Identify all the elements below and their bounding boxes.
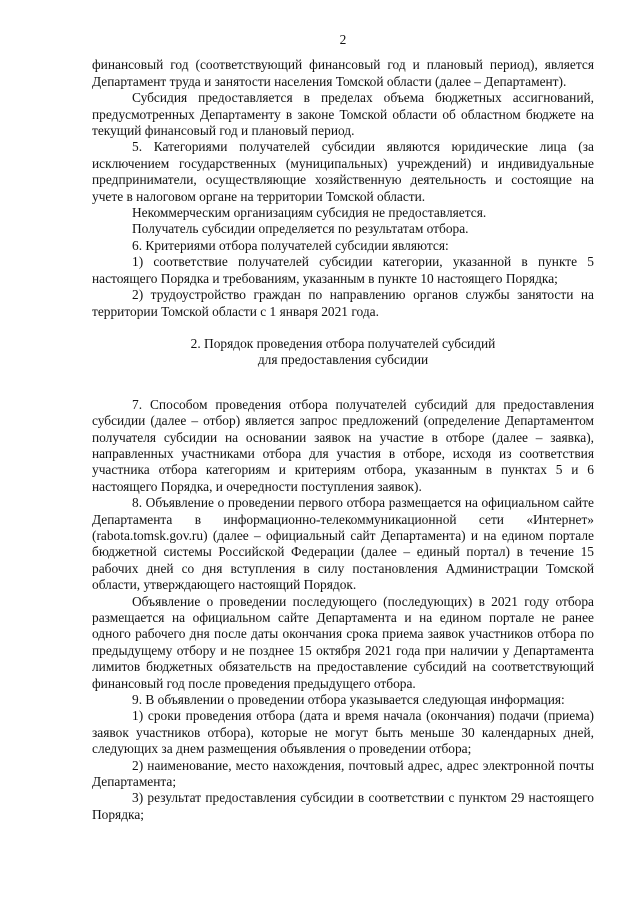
- paragraph-item-9-1: 1) сроки проведения отбора (дата и время начала (окончания) подачи (приема) заявок участников отбора), которые не могут быть меньше 30 календарных дней, следующих за днем размещения объявления о проведении отбора;: [92, 708, 594, 757]
- paragraph-item-5: 5. Категориями получателей субсидии являются юридические лица (за исключением государственных (муниципальных) учреждений) и индивидуальные предприниматели, осуществляющие хозяйственную деятельность и состоящие на учете в налоговом органе на территории Томской области.: [92, 139, 594, 204]
- section-heading-line-1: 2. Порядок проведения отбора получателей субсидий: [190, 335, 496, 351]
- paragraph-subsequent-selection: Объявление о проведении последующего (последующих) в 2021 году отбора размещается на официальном сайте Департамента и на едином портале не ранее одного рабочего дня после даты окончания срока приема заявок участников отбора по предыдущему отбору и не позднее 15 октября 2021 года при наличии у Департамента лимитов бюджетных обязательств на предоставление субсидий на соответствующий финансовый год после проведения предыдущего отбора.: [92, 593, 594, 691]
- paragraph-item-9-2: 2) наименование, место нахождения, почтовый адрес, адрес электронной почты Департамента;: [92, 757, 594, 790]
- paragraph-item-6-1: 1) соответствие получателей субсидии категории, указанной в пункте 5 настоящего Порядка и требованиям, указанным в пункте 10 настоящего Порядка;: [92, 254, 594, 286]
- paragraph-item-6-2: 2) трудоустройство граждан по направлению органов службы занятости на территории Томской области с 1 января 2021 года.: [92, 287, 594, 319]
- paragraph-item-9-3: 3) результат предоставления субсидии в соответствии с пунктом 29 настоящего Порядка;: [92, 790, 594, 822]
- paragraph-subsidy-limits: Субсидия предоставляется в пределах объема бюджетных ассигнований, предусмотренных Департаменту в законе Томской области об областном бюджете на текущий финансовый год и плановый период.: [92, 90, 594, 139]
- paragraph-continuation: финансовый год (соответствующий финансовый год и плановый период), является Департамент труда и занятости населения Томской области (далее – Департамент).: [92, 57, 594, 89]
- paragraph-item-6: 6. Критериями отбора получателей субсидии являются:: [132, 237, 449, 253]
- page-number: 2: [339, 32, 347, 47]
- paragraph-recipient-selection: Получатель субсидии определяется по результатам отбора.: [132, 221, 469, 237]
- paragraph-item-8: 8. Объявление о проведении первого отбора размещается на официальном сайте Департамента в информационно-телекоммуникационной сети «Интернет» (rabota.tomsk.gov.ru) (далее – официальный сайт Департамента) и на едином портале бюджетной системы Российской Федерации (далее – единый портал) в течение 15 рабочих дней со дня вступления в силу постановления Администрации Томской области, утверждающего настоящий Порядок.: [92, 495, 594, 593]
- paragraph-item-7: 7. Способом проведения отбора получателей субсидий для предоставления субсидии (далее – отбор) является запрос предложений (определение Департаментом получателя субсидии на основании заявок на участие в отборе (далее – заявка), направленных участниками отбора для участия в отборе, исходя из соответствия участника отбора категориям и критериям отбора, указанным в пунктах 5 и 6 настоящего Порядка, и очередности поступления заявок).: [92, 396, 594, 494]
- section-heading-line-2: для предоставления субсидии: [257, 352, 429, 368]
- paragraph-item-9: 9. В объявлении о проведении отбора указывается следующая информация:: [132, 692, 565, 708]
- paragraph-nonprofit: Некоммерческим организациям субсидия не предоставляется.: [132, 205, 487, 221]
